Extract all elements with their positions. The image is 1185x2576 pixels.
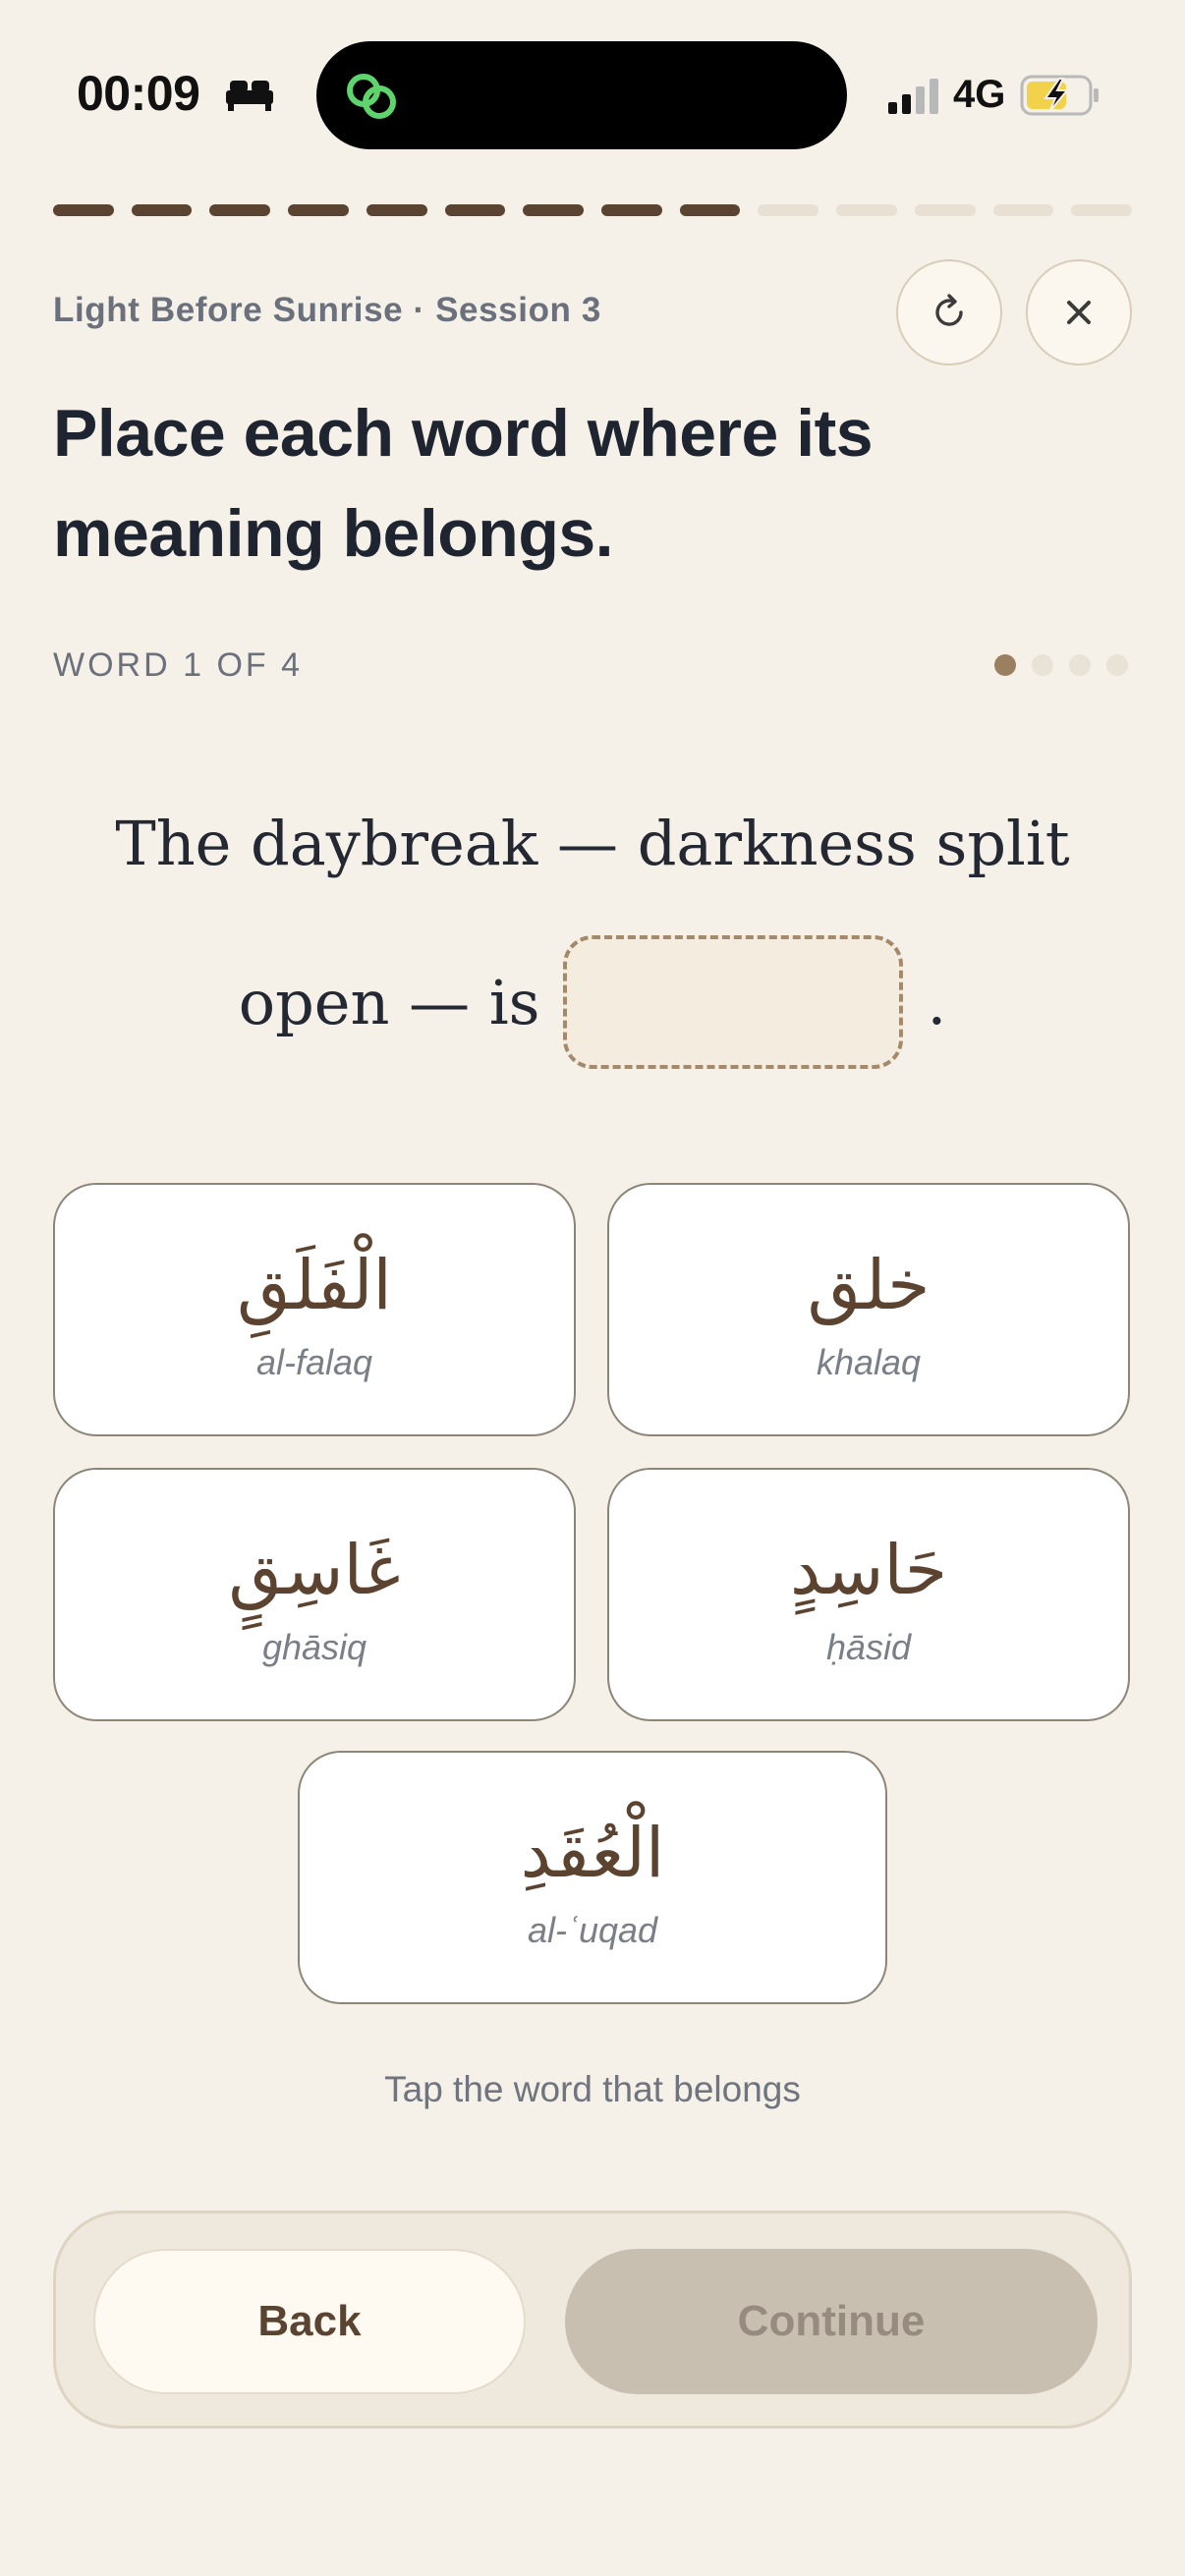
word-transliteration: ḥāsid [825,1627,912,1667]
progress-segment [1071,204,1132,216]
bed-icon [224,77,275,112]
sentence-line-2 [0,933,1185,1071]
progress-segment [288,204,349,216]
progress-segment [758,204,818,216]
network-type: 4G [953,73,1006,116]
word-arabic: حَاسِدٍ [790,1530,947,1610]
word-card-khalaq[interactable] [607,1183,1130,1436]
word-dot [1106,654,1128,676]
progress-segment [53,204,114,216]
back-button[interactable]: Back [93,2249,526,2394]
word-dot [994,654,1016,676]
word-transliteration: khalaq [816,1342,922,1382]
word-transliteration: al-ʿuqad [527,1910,658,1950]
sentence-text-after: . [927,966,947,1038]
sentence-line-1: The daybreak — darkness split [115,808,1070,879]
word-arabic: خلق [807,1245,931,1325]
dynamic-island [316,41,847,149]
progress-segment [445,204,506,216]
word-card-al-uqad[interactable] [298,1751,887,2004]
page-title: Place each word where its meaning belongs. [53,396,874,571]
word-dot [1032,654,1053,676]
instruction-hint: Tap the word that belongs [384,2069,801,2109]
battery-charging-icon [1020,75,1100,116]
word-dots [994,654,1128,676]
lesson-progress [53,204,1132,218]
progress-segment [915,204,976,216]
word-transliteration: al-falaq [255,1342,373,1382]
sentence-text-before: open — is [238,966,540,1038]
restart-button[interactable] [896,259,1002,365]
word-arabic: الْعُقَدِ [520,1813,665,1893]
word-transliteration: ghāsiq [261,1627,367,1667]
close-button[interactable] [1026,259,1132,365]
app-link-icon [342,67,401,126]
restart-icon [928,291,971,334]
word-card-al-falaq[interactable] [53,1183,576,1436]
progress-segment [601,204,662,216]
word-card-hasid[interactable] [607,1468,1130,1721]
progress-segment [367,204,427,216]
word-arabic: الْفَلَقِ [237,1245,392,1325]
word-card-ghasiq[interactable] [53,1468,576,1721]
bottom-action-bar [53,2211,1132,2429]
word-arabic: غَاسِقٍ [228,1530,401,1610]
status-time: 00:09 [77,66,200,121]
word-counter: WORD 1 OF 4 [53,646,304,684]
progress-segment [680,204,741,216]
close-icon [1059,293,1099,332]
progress-segment [523,204,584,216]
answer-drop-slot[interactable] [563,935,903,1069]
progress-segment [209,204,270,216]
status-bar [0,0,1185,187]
session-label: Light Before Sunrise · Session 3 [53,291,601,329]
word-dot [1069,654,1091,676]
continue-button[interactable]: Continue [565,2249,1098,2394]
progress-segment [993,204,1054,216]
signal-icon [886,79,941,116]
progress-segment [836,204,897,216]
progress-segment [132,204,193,216]
